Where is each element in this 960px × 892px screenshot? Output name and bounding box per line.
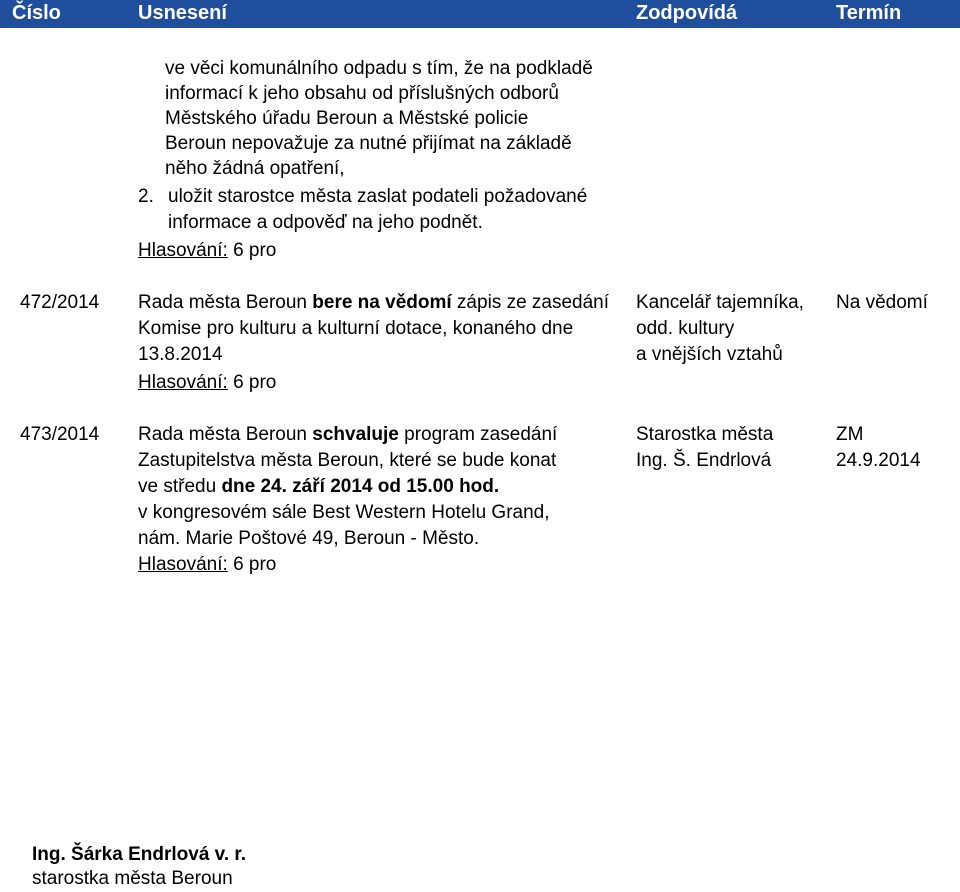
continuation-line: Městského úřadu Beroun a Městské policie [165, 108, 529, 129]
resolution-text-line [138, 422, 557, 448]
deadline-line: 24.9.2014 [836, 450, 921, 471]
responsible-line: Starostka města [636, 424, 774, 445]
responsible-line: Kancelář tajemníka, [636, 292, 804, 313]
resolution-text-line: Komise pro kulturu a kulturní dotace, konaného dne [138, 318, 574, 339]
signature-name: Ing. Šárka Endrlová v. r. [32, 844, 247, 865]
vote-label: Hlasování: [138, 554, 228, 575]
item-text: informace a odpověď na jeho podnět. [168, 212, 483, 233]
bold-text-part: bere na vědomí [312, 292, 452, 313]
deadline-line: Na vědomí [836, 292, 928, 313]
resolution-text-line [138, 474, 499, 500]
header-usneseni: Usnesení [138, 2, 227, 24]
continuation-line: ve věci komunálního odpadu s tím, že na podkladě [165, 58, 593, 79]
vote-line [138, 238, 276, 264]
item-number: 2. [138, 186, 154, 207]
continuation-line: Beroun nepovažuje za nutné přijímat na základě [165, 133, 572, 154]
vote-line [138, 552, 276, 578]
bold-text-part: dne 24. září 2014 od 15.00 hod. [221, 476, 500, 497]
continuation-line: informací k jeho obsahu od příslušných odborů [165, 83, 559, 104]
deadline-line: ZM [836, 424, 864, 445]
resolution-text-line: nám. Marie Poštové 49, Beroun - Město. [138, 528, 480, 549]
vote-result: 6 pro [233, 240, 277, 261]
vote-label: Hlasování: [138, 372, 228, 393]
text-part: Rada města Beroun [138, 424, 313, 445]
resolution-number: 472/2014 [20, 292, 100, 313]
header-termin: Termín [836, 2, 902, 24]
resolution-text-line: 13.8.2014 [138, 344, 223, 365]
continuation-line: něho žádná opatření, [165, 158, 345, 179]
vote-result: 6 pro [233, 372, 277, 393]
resolution-text-line: Zastupitelstva města Beroun, které se bude konat [138, 450, 557, 471]
text-part: Rada města Beroun [138, 292, 313, 313]
responsible-line: odd. kultury [636, 318, 735, 339]
text-part: program zasedání [398, 424, 558, 445]
table-header [0, 0, 960, 28]
vote-result: 6 pro [233, 554, 277, 575]
responsible-line: Ing. Š. Endrlová [636, 450, 772, 471]
text-part: zápis ze zasedání [451, 292, 610, 313]
vote-line [138, 370, 276, 396]
bold-text-part: schvaluje [312, 424, 399, 445]
header-zodpovida: Zodpovídá [636, 2, 738, 24]
vote-label: Hlasování: [138, 240, 228, 261]
signature-role: starostka města Beroun [32, 868, 233, 889]
resolution-text-line: v kongresovém sále Best Western Hotelu Grand, [138, 502, 550, 523]
header-cislo: Číslo [12, 2, 61, 24]
resolution-text-line [138, 290, 609, 316]
responsible-line: a vnějších vztahů [636, 344, 783, 365]
item-text: uložit starostce města zaslat podateli požadované [168, 186, 588, 207]
resolution-number: 473/2014 [20, 424, 100, 445]
text-part: ve středu [138, 476, 222, 497]
